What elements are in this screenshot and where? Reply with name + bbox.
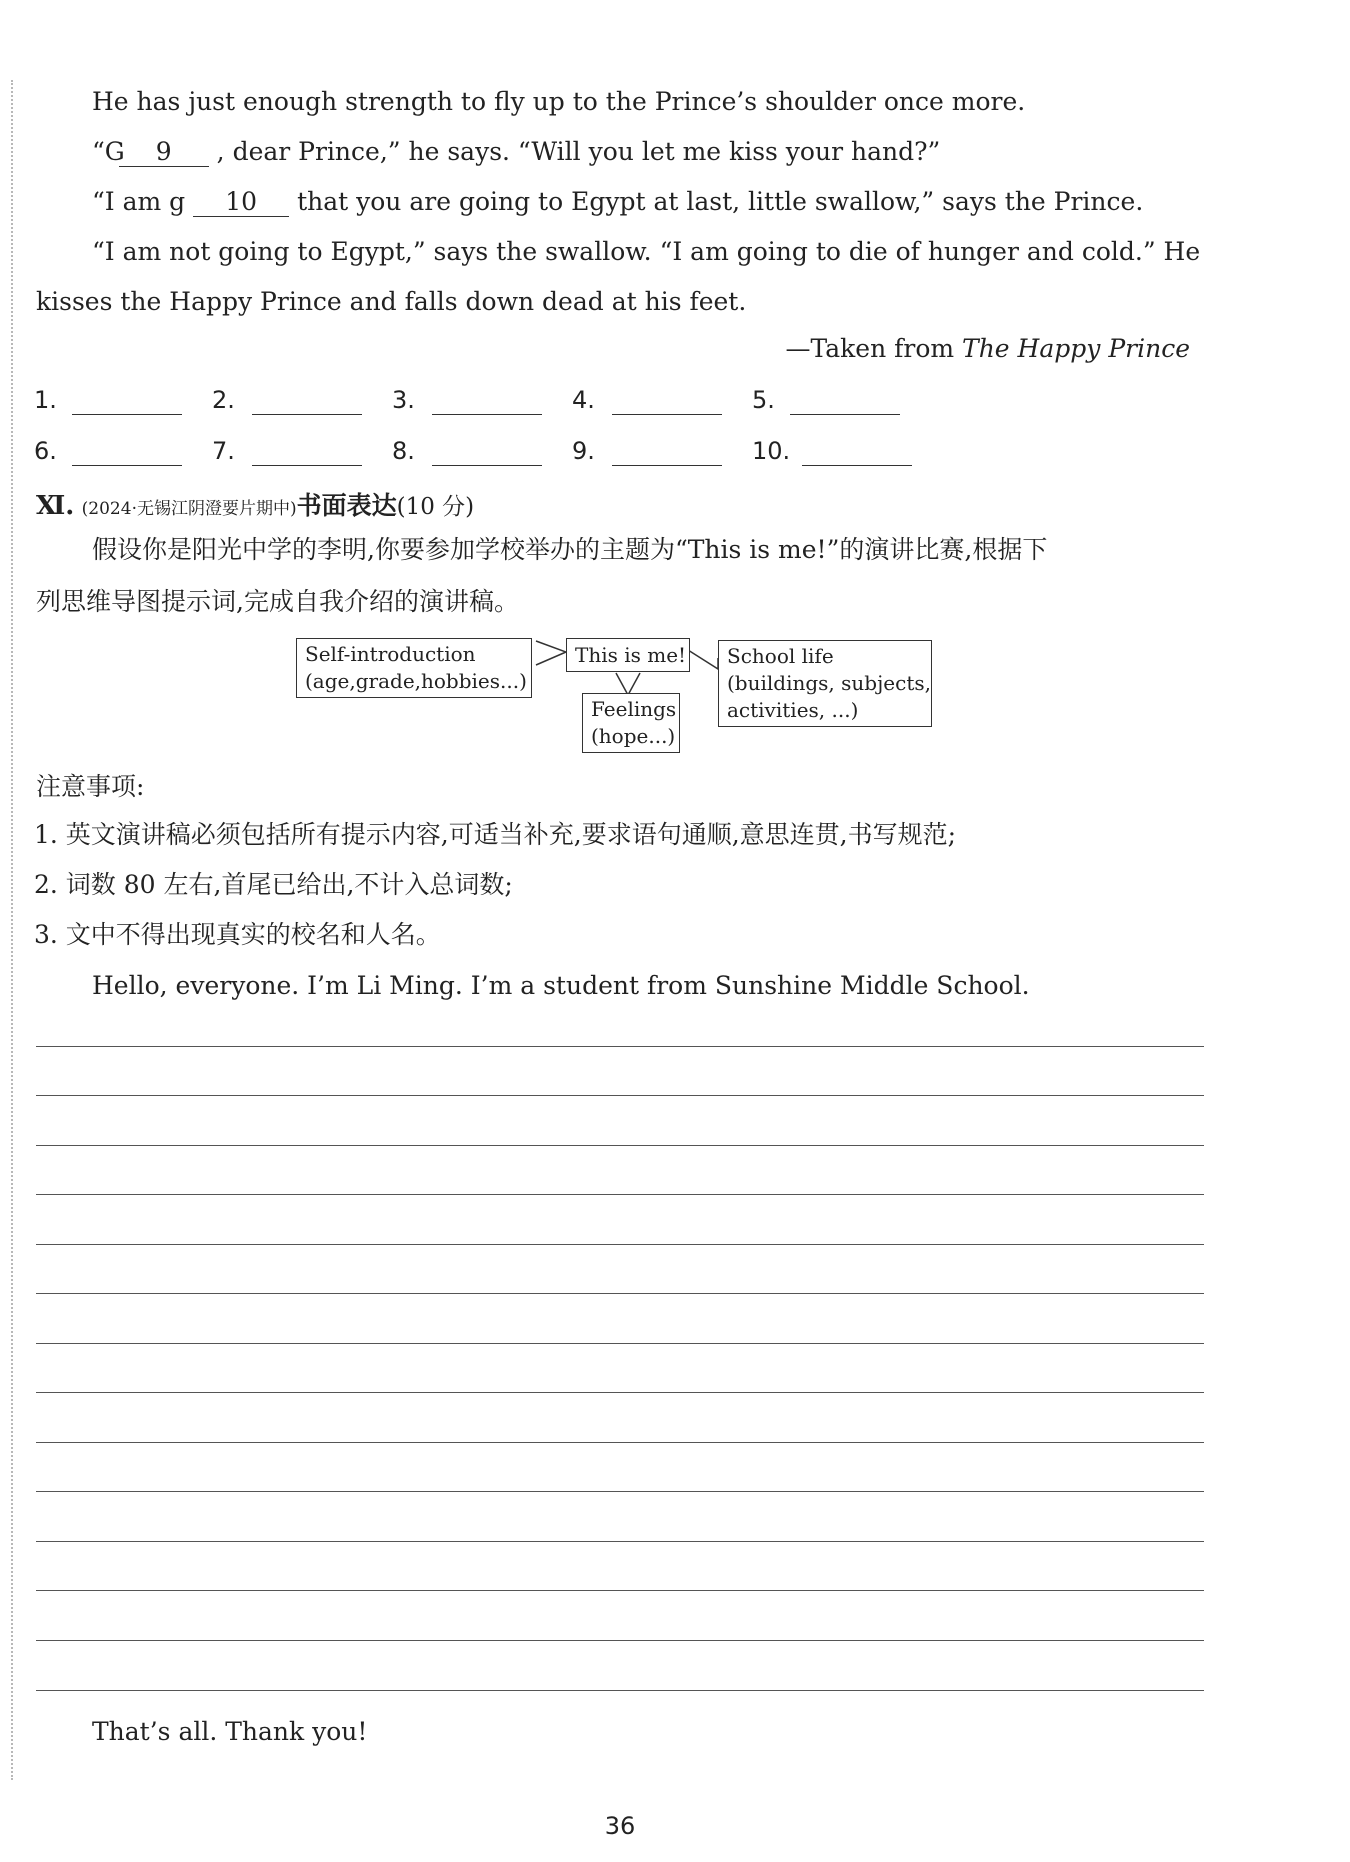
writing-line[interactable] <box>36 1244 1204 1245</box>
passage-line-1: He has just enough strength to fly up to the Prince’s shoulder once more. <box>92 87 1026 116</box>
writing-line[interactable] <box>36 1392 1204 1393</box>
section-title: 书面表达 <box>296 491 397 520</box>
answer-number-4: 4. <box>572 386 595 414</box>
notes-item-1: 1. 英文演讲稿必须包括所有提示内容,可适当补充,要求语句通顺,意思连贯,书写规范; <box>34 820 957 849</box>
mindmap-left-line-1: Self-introduction <box>305 642 476 666</box>
writing-line[interactable] <box>36 1442 1204 1443</box>
answer-number-9: 9. <box>572 437 595 465</box>
instruction-line-1: 假设你是阳光中学的李明,你要参加学校举办的主题为“This is me!”的演讲比赛,根据下 <box>92 535 1048 564</box>
mindmap-bottom-line-1: Feelings <box>591 697 677 721</box>
passage-line-2-post: , dear Prince,” he says. “Will you let me kiss your hand?” <box>216 137 941 166</box>
writing-line[interactable] <box>36 1343 1204 1344</box>
answer-number-6: 6. <box>34 437 57 465</box>
writing-line[interactable] <box>36 1590 1204 1591</box>
mindmap-center: This is me! <box>566 638 690 672</box>
mindmap-right-line-3: activities, ...) <box>727 698 859 722</box>
essay-opening: Hello, everyone. I’m Li Ming. I’m a student from Sunshine Middle School. <box>92 971 1030 1000</box>
passage-line-3-post: that you are going to Egypt at last, little swallow,” says the Prince. <box>297 187 1144 216</box>
answer-number-3: 3. <box>392 386 415 414</box>
instruction-line-2: 列思维导图提示词,完成自我介绍的演讲稿。 <box>36 587 519 616</box>
source-title: The Happy Prince <box>962 334 1190 363</box>
mindmap-bottom-line-2: (hope...) <box>591 724 676 748</box>
mindmap-connectors <box>0 0 1350 800</box>
writing-line[interactable] <box>36 1194 1204 1195</box>
passage-line-2-pre: “G <box>92 137 125 166</box>
answer-number-10: 10. <box>752 437 791 465</box>
mindmap-school-life <box>718 640 932 727</box>
answer-number-5: 5. <box>752 386 775 414</box>
writing-line[interactable] <box>36 1491 1204 1492</box>
answer-number-7: 7. <box>212 437 235 465</box>
passage-line-3-pre: “I am g <box>92 187 186 216</box>
answer-number-2: 2. <box>212 386 235 414</box>
notes-heading: 注意事项: <box>36 772 145 801</box>
mindmap-right-line-2: (buildings, subjects, <box>727 671 931 695</box>
blank-10[interactable]: 10 <box>193 188 289 217</box>
answer-number-1: 1. <box>34 386 57 414</box>
section-number: Ⅺ. <box>36 491 75 521</box>
mindmap-right-line-1: School life <box>727 644 834 668</box>
mindmap-feelings <box>582 693 680 753</box>
writing-line[interactable] <box>36 1640 1204 1641</box>
section-tag: (2024·无锡江阴澄要片期中) <box>81 499 297 519</box>
page-number: 36 <box>604 1812 636 1840</box>
source-prefix: —Taken from <box>785 334 955 363</box>
writing-line[interactable] <box>36 1046 1204 1047</box>
passage-line-4: “I am not going to Egypt,” says the swallow. “I am going to die of hunger and cold.” He <box>92 237 1201 266</box>
notes-item-2: 2. 词数 80 左右,首尾已给出,不计入总词数; <box>34 870 513 899</box>
answer-number-8: 8. <box>392 437 415 465</box>
writing-line[interactable] <box>36 1690 1204 1691</box>
writing-line[interactable] <box>36 1095 1204 1096</box>
writing-line[interactable] <box>36 1541 1204 1542</box>
mindmap-left-line-2: (age,grade,hobbies...) <box>305 669 527 693</box>
notes-item-3: 3. 文中不得出现真实的校名和人名。 <box>34 920 441 949</box>
passage-line-5: kisses the Happy Prince and falls down dead at his feet. <box>36 287 747 316</box>
blank-9[interactable]: 9 <box>119 138 209 167</box>
writing-line[interactable] <box>36 1145 1204 1146</box>
writing-line[interactable] <box>36 1293 1204 1294</box>
section-score: (10 分) <box>396 494 475 520</box>
essay-closing: That’s all. Thank you! <box>92 1717 368 1746</box>
mindmap-self-introduction <box>296 638 532 698</box>
